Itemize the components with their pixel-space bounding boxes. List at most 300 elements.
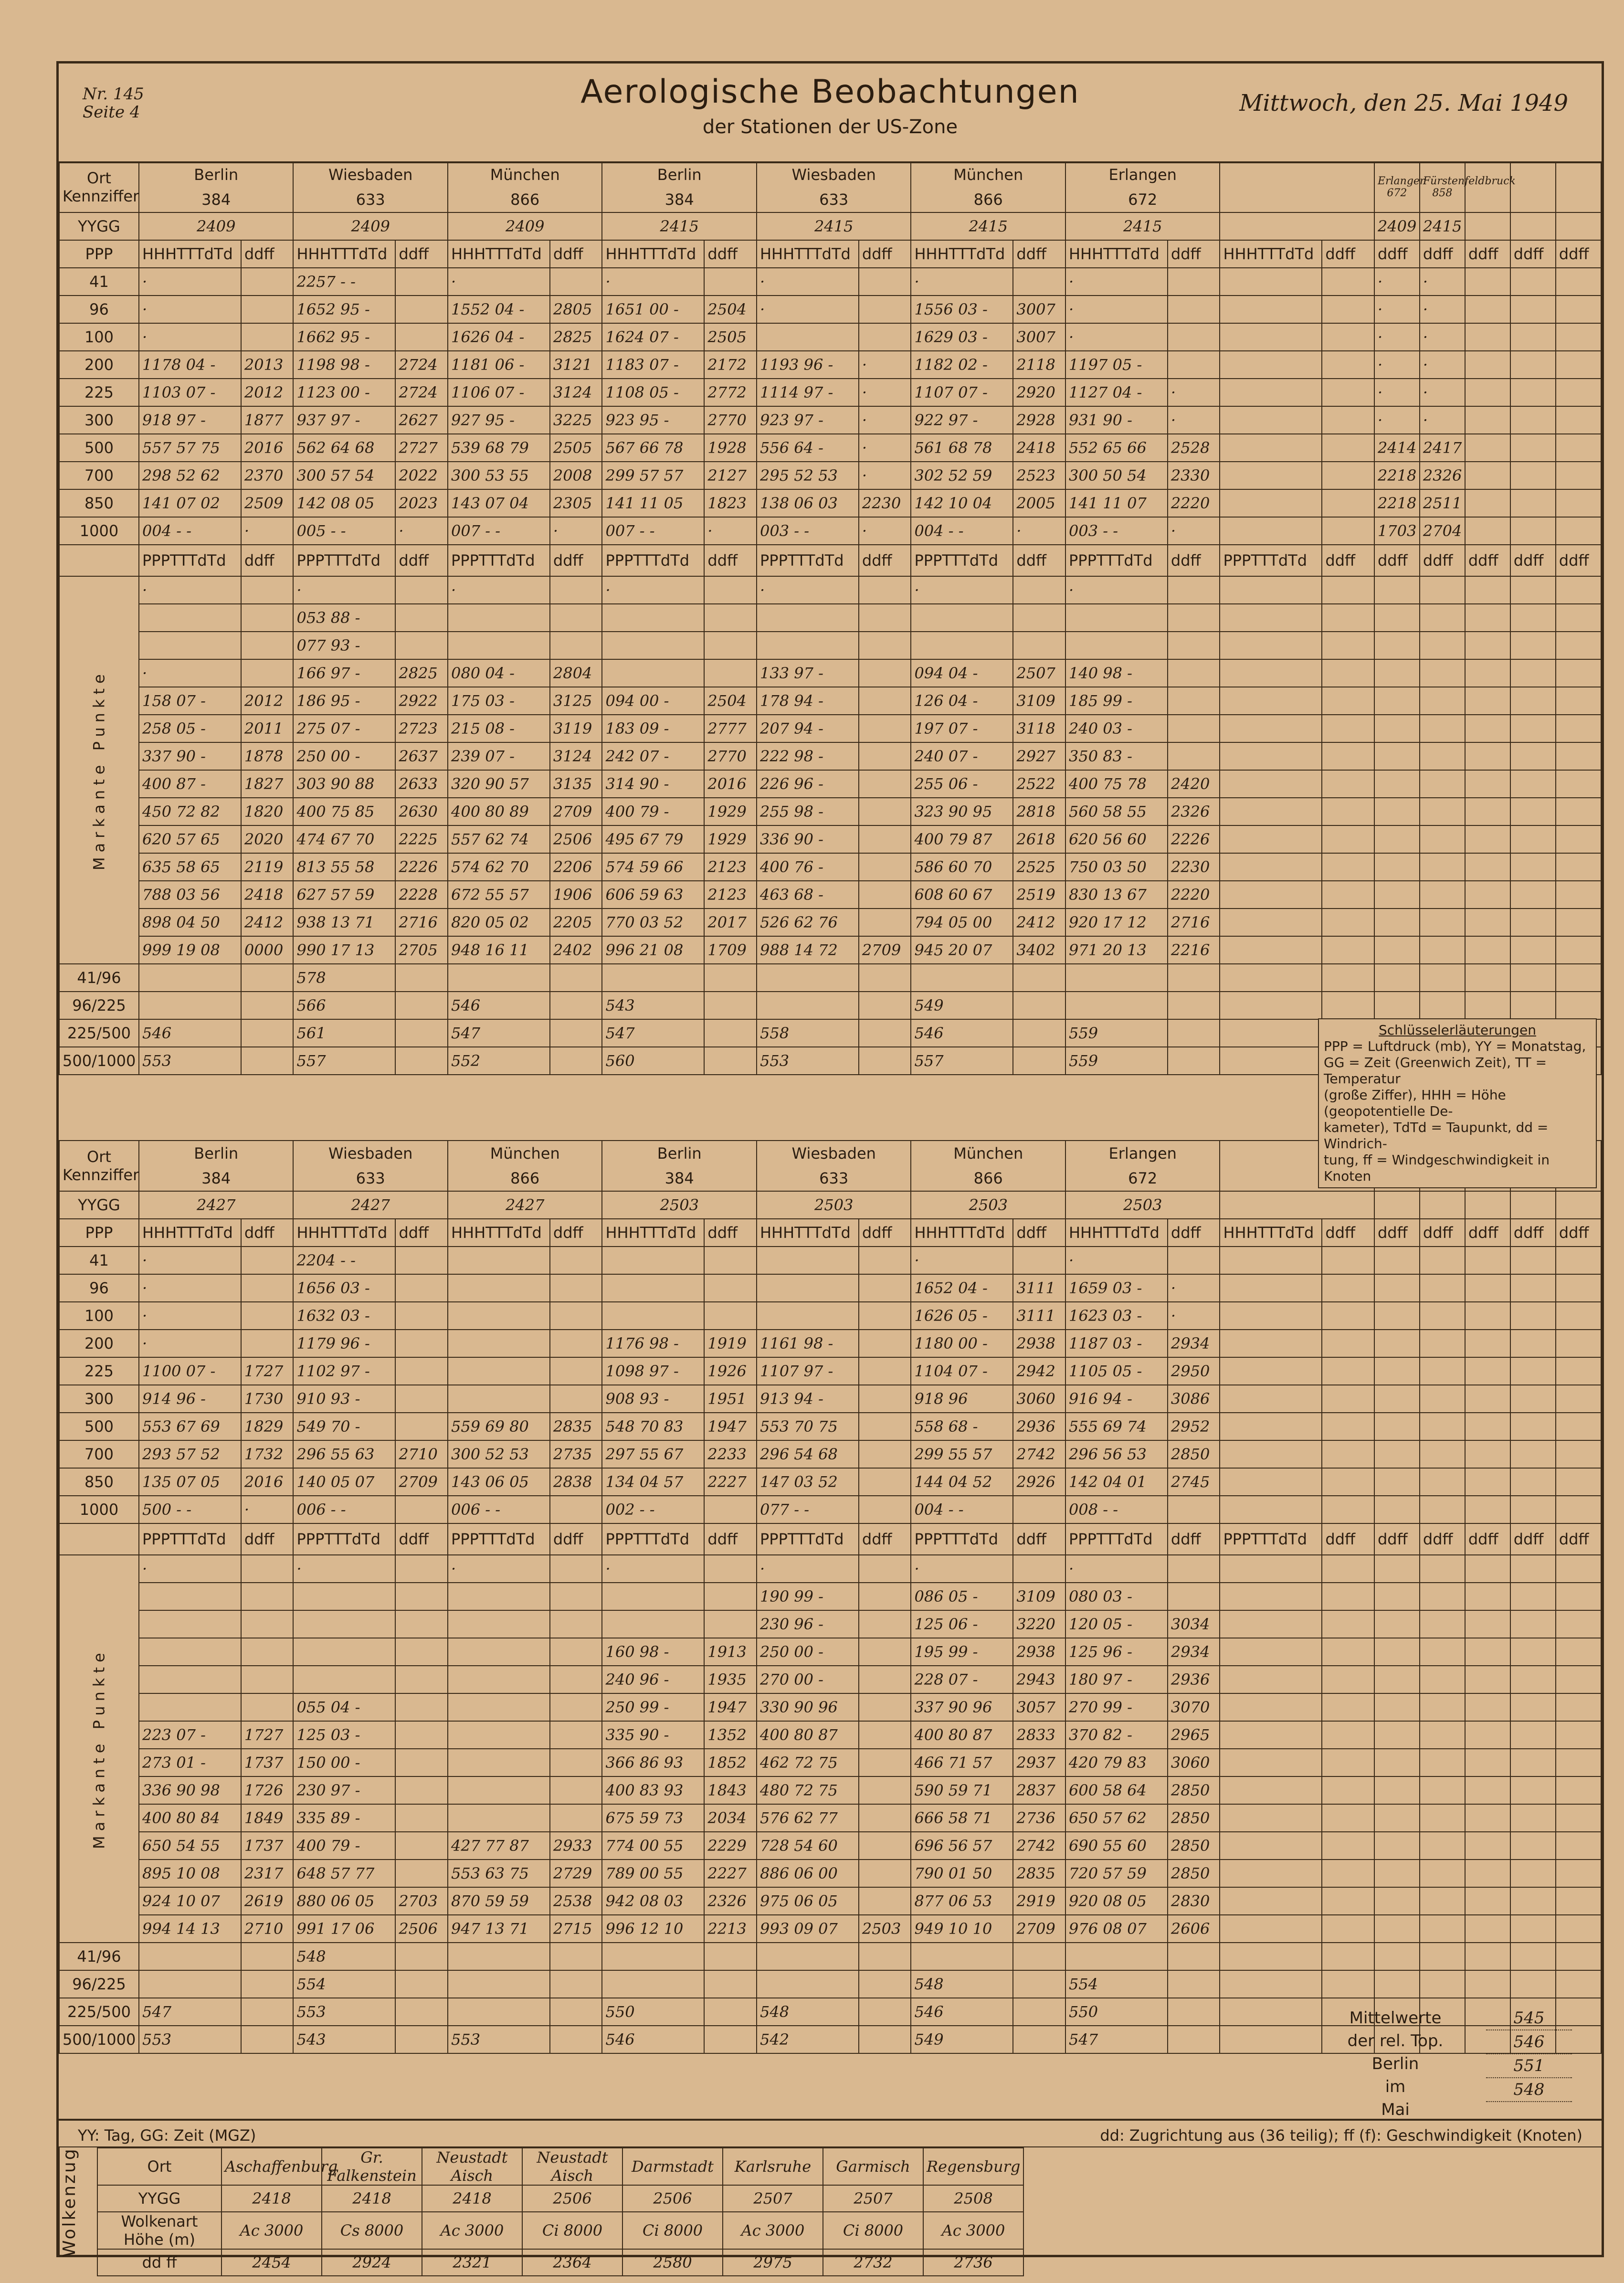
level-cell: 1652 04 - (911, 1274, 1013, 1302)
level-cell: 1179 96 - (293, 1330, 395, 1357)
markante-cell (293, 1666, 395, 1693)
level-label: 1000 (59, 1496, 139, 1523)
level-cell: 2504 (704, 296, 757, 323)
markante-cell: 3124 (550, 742, 602, 770)
rel-top-cell (448, 964, 550, 992)
station-header: Erlangen 672 (1065, 162, 1220, 212)
level-cell: 555 69 74 (1065, 1413, 1168, 1440)
column-head: ddff (859, 1523, 911, 1555)
level-cell: 1108 05 - (602, 379, 704, 406)
level-cell: 141 07 02 (139, 489, 241, 517)
key-line: GG = Zeit (Greenwich Zeit), TT = Temperatur (1324, 1055, 1547, 1087)
column-head: HHHTTTdTd (1220, 240, 1322, 268)
wolkenzug-cell: 2507 (823, 2185, 923, 2212)
yygg-label: YYGG (59, 212, 139, 240)
markante-cell: 2507 (1013, 659, 1065, 687)
level-cell: 1623 03 - (1065, 1302, 1168, 1330)
rel-top-cell (859, 1047, 911, 1075)
level-cell: 1730 (241, 1385, 294, 1413)
page-label: Seite 4 (83, 103, 140, 122)
level-cell (1013, 1496, 1065, 1523)
markante-cell: 077 93 - (293, 632, 395, 659)
level-cell (602, 1302, 704, 1330)
yygg-value: 2427 (139, 1191, 294, 1219)
level-cell: 923 97 - (757, 406, 859, 434)
level-cell: 140 05 07 (293, 1468, 395, 1496)
markante-cell: 303 90 88 (293, 770, 395, 798)
yygg-value: 2503 (602, 1191, 757, 1219)
level-cell: 1951 (704, 1385, 757, 1413)
level-cell: 3007 (1013, 323, 1065, 351)
key-line: tung, ff = Windgeschwindigkeit in Knoten (1324, 1152, 1550, 1184)
markante-cell: · (602, 1555, 704, 1583)
markante-cell (395, 1638, 448, 1666)
ort-label: Ort Kennziffer (59, 1141, 139, 1191)
level-cell: 002 - - (602, 1496, 704, 1523)
markante-cell: · (448, 1555, 550, 1583)
rel-top-cell (550, 1998, 602, 2026)
level-cell: · (859, 406, 911, 434)
rel-top-cell (139, 1943, 241, 1970)
rel-top-cell: 553 (139, 1047, 241, 1075)
markante-cell (448, 1583, 550, 1610)
level-cell: · (139, 296, 241, 323)
extra-cell: 1703 (1374, 517, 1420, 545)
markante-cell: 2705 (395, 936, 448, 964)
markante-cell: 1849 (241, 1804, 294, 1832)
column-head: ddff (859, 240, 911, 268)
markante-cell: 895 10 08 (139, 1860, 241, 1887)
markante-cell: 133 97 - (757, 659, 859, 687)
markante-cell (550, 1693, 602, 1721)
markante-cell: 2630 (395, 798, 448, 825)
markante-cell: 080 04 - (448, 659, 550, 687)
rel-top-cell (448, 1998, 550, 2026)
level-cell: 1197 05 - (1065, 351, 1168, 379)
markante-cell: 3125 (550, 687, 602, 715)
level-cell: 2627 (395, 406, 448, 434)
level-cell: 2920 (1013, 379, 1065, 406)
rel-top-cell (1168, 2026, 1220, 2053)
level-cell (1013, 268, 1065, 296)
level-cell: 1656 03 - (293, 1274, 395, 1302)
rel-top-cell (241, 2026, 294, 2053)
level-cell (241, 296, 294, 323)
markante-cell (859, 853, 911, 881)
markante-cell (241, 659, 294, 687)
level-cell: 299 57 57 (602, 462, 704, 489)
column-head: ddff (1465, 240, 1510, 268)
rel-top-cell: 543 (602, 992, 704, 1019)
level-cell: 559 69 80 (448, 1413, 550, 1440)
level-cell (395, 1385, 448, 1413)
rel-top-cell (395, 1998, 448, 2026)
level-label: 41 (59, 1247, 139, 1274)
markante-cell: 336 90 - (757, 825, 859, 853)
station-header: München 866 (448, 162, 602, 212)
wolkenzug-cell: YYGG (97, 2185, 221, 2212)
level-cell (241, 1274, 294, 1302)
markante-cell (448, 1610, 550, 1638)
markante-cell: · (293, 576, 395, 604)
station-header: Wiesbaden 633 (293, 162, 448, 212)
column-head: ddff (1374, 545, 1420, 576)
markante-cell: 560 58 55 (1065, 798, 1168, 825)
column-head: ddff (1465, 545, 1510, 576)
markante-cell (241, 1693, 294, 1721)
markante-cell: 1820 (241, 798, 294, 825)
date-line: Mittwoch, den 25. Mai 1949 (1239, 90, 1568, 116)
markante-cell (859, 1832, 911, 1860)
markante-cell: 2927 (1013, 742, 1065, 770)
level-cell: 2505 (704, 323, 757, 351)
markante-cell (241, 576, 294, 604)
markante-cell: 250 00 - (293, 742, 395, 770)
column-head: ddff (1465, 1219, 1510, 1247)
markante-cell: · (1065, 576, 1168, 604)
markante-cell: · (448, 576, 550, 604)
level-cell (1168, 296, 1220, 323)
markante-cell: 370 82 - (1065, 1721, 1168, 1749)
rel-top-cell (704, 964, 757, 992)
markante-cell: 400 79 87 (911, 825, 1013, 853)
yygg-value: 2415 (602, 212, 757, 240)
rel-top-label: 225/500 (59, 1019, 139, 1047)
level-cell: 135 07 05 (139, 1468, 241, 1496)
extra-cell (1374, 1357, 1420, 1385)
rel-top-cell (757, 1970, 859, 1998)
yygg-value: 2415 (757, 212, 911, 240)
markante-cell: 971 20 13 (1065, 936, 1168, 964)
wolkenzug-cell: 2418 (422, 2185, 522, 2212)
level-cell (859, 1302, 911, 1330)
markante-cell (1168, 1555, 1220, 1583)
rel-top-cell (241, 1047, 294, 1075)
rel-top-cell: 546 (139, 1019, 241, 1047)
wolkenzug-cell: 2454 (221, 2249, 322, 2276)
markante-cell: 2709 (1013, 1915, 1065, 1943)
column-head: ddff (1420, 545, 1465, 576)
markante-cell (859, 770, 911, 798)
means-value: 545 (1486, 2007, 1572, 2030)
markante-cell (550, 632, 602, 659)
rel-top-cell (395, 964, 448, 992)
level-cell: 1659 03 - (1065, 1274, 1168, 1302)
extra-cell: · (1374, 296, 1420, 323)
level-cell (395, 1330, 448, 1357)
rel-top-cell (1065, 992, 1168, 1019)
markante-cell (550, 1583, 602, 1610)
level-cell: · (1168, 406, 1220, 434)
level-cell: · (1168, 379, 1220, 406)
markante-cell: 094 04 - (911, 659, 1013, 687)
means-value: 546 (1486, 2030, 1572, 2054)
markante-cell: 1947 (704, 1693, 757, 1721)
level-cell: 1182 02 - (911, 351, 1013, 379)
level-label: 96 (59, 296, 139, 323)
level-cell: 2220 (1168, 489, 1220, 517)
markante-cell (859, 742, 911, 770)
markante-cell: 996 21 08 (602, 936, 704, 964)
extra-cell (1420, 1413, 1465, 1440)
level-cell: 142 10 04 (911, 489, 1013, 517)
level-cell (1168, 351, 1220, 379)
level-label: 500 (59, 434, 139, 462)
markante-cell (293, 1610, 395, 1638)
rel-top-cell (704, 1047, 757, 1075)
level-cell: 549 70 - (293, 1413, 395, 1440)
level-cell (550, 1385, 602, 1413)
column-head: ddff (704, 1219, 757, 1247)
level-cell: 004 - - (139, 517, 241, 545)
level-cell: 2230 (859, 489, 911, 517)
level-cell: 003 - - (1065, 517, 1168, 545)
markante-cell: 696 56 57 (911, 1832, 1013, 1860)
column-head: ddff (1322, 1219, 1374, 1247)
means-label: der rel. Top. (1347, 2031, 1444, 2050)
level-cell: 2118 (1013, 351, 1065, 379)
level-cell (550, 1302, 602, 1330)
markante-cell (859, 1666, 911, 1693)
wolkenzug-cell: Ac 3000 (422, 2212, 522, 2249)
rel-top-cell: 542 (757, 2026, 859, 2053)
extra-cell (1420, 1274, 1465, 1302)
rel-top-cell (550, 2026, 602, 2053)
level-cell: 3124 (550, 379, 602, 406)
markante-cell: 273 01 - (139, 1749, 241, 1776)
wolkenzug-cell: Garmisch (823, 2148, 923, 2185)
markante-cell: 400 75 85 (293, 798, 395, 825)
level-cell (704, 1496, 757, 1523)
level-cell: 2950 (1168, 1357, 1220, 1385)
column-head: ddff (1013, 545, 1065, 576)
wolkenzug-cell: 2508 (923, 2185, 1023, 2212)
wolkenzug-cell: Ci 8000 (823, 2212, 923, 2249)
level-cell (448, 1274, 550, 1302)
markante-cell: 2402 (550, 936, 602, 964)
rel-top-cell: 550 (602, 1998, 704, 2026)
markante-cell: 1737 (241, 1832, 294, 1860)
level-cell: 1877 (241, 406, 294, 434)
station-header: Berlin 384 (139, 1141, 294, 1191)
yygg-value: 2427 (293, 1191, 448, 1219)
rel-top-cell (757, 992, 859, 1019)
column-head: ddff (1322, 240, 1374, 268)
level-cell: 3060 (1013, 1385, 1065, 1413)
rel-top-cell (1013, 964, 1065, 992)
level-cell: 567 66 78 (602, 434, 704, 462)
extra-cell (1374, 1440, 1420, 1468)
rel-top-cell: 553 (448, 2026, 550, 2053)
extra-cell (1420, 1496, 1465, 1523)
markante-cell: 2519 (1013, 881, 1065, 909)
wolkenzug-cell: Gr. Falkenstein (322, 2148, 422, 2185)
markante-cell (395, 1749, 448, 1776)
markante-cell: 648 57 77 (293, 1860, 395, 1887)
level-cell: 1123 00 - (293, 379, 395, 406)
markante-cell: 400 83 93 (602, 1776, 704, 1804)
markante-cell: 2213 (704, 1915, 757, 1943)
level-cell (704, 1302, 757, 1330)
level-cell: · (241, 517, 294, 545)
level-cell: 299 55 57 (911, 1440, 1013, 1468)
level-cell (448, 1357, 550, 1385)
column-head: HHHTTTdTd (448, 240, 550, 268)
level-cell: 1727 (241, 1357, 294, 1385)
column-head: ddff (1465, 1523, 1510, 1555)
markante-cell: 938 13 71 (293, 909, 395, 936)
rel-top-cell: 560 (602, 1047, 704, 1075)
level-cell: · (859, 434, 911, 462)
level-cell (448, 1302, 550, 1330)
wolkenzug-table (97, 2147, 1024, 2276)
rel-top-cell (602, 1943, 704, 1970)
markante-cell: 2216 (1168, 936, 1220, 964)
markante-cell: 086 05 - (911, 1583, 1013, 1610)
markante-cell (704, 632, 757, 659)
level-label: 700 (59, 462, 139, 489)
rel-top-cell (1013, 1019, 1065, 1047)
extra-cell: 2417 (1420, 434, 1465, 462)
wolkenzug-cell: 2364 (522, 2249, 622, 2276)
rel-top-cell (1013, 1943, 1065, 1970)
column-head: PPPTTTdTd (293, 545, 395, 576)
level-cell: 1732 (241, 1440, 294, 1468)
level-cell (704, 268, 757, 296)
level-cell (602, 1247, 704, 1274)
level-cell: · (757, 296, 859, 323)
wolkenzug-cell: 2418 (221, 2185, 322, 2212)
level-cell: 1626 04 - (448, 323, 550, 351)
markante-cell: 1727 (241, 1721, 294, 1749)
markante-cell: 2709 (859, 936, 911, 964)
extra-cell (1374, 1496, 1420, 1523)
rel-top-cell (550, 992, 602, 1019)
column-head: HHHTTTdTd (757, 1219, 859, 1247)
markante-cell (448, 1721, 550, 1749)
level-cell: 1626 05 - (911, 1302, 1013, 1330)
markante-cell (395, 1776, 448, 1804)
markante-cell: 2938 (1013, 1638, 1065, 1666)
column-head: PPPTTTdTd (139, 1523, 241, 1555)
level-cell (395, 1357, 448, 1385)
rel-top-cell (448, 1943, 550, 1970)
column-head: ddff (1420, 240, 1465, 268)
rel-top-cell (395, 1943, 448, 1970)
level-cell: 922 97 - (911, 406, 1013, 434)
level-cell (859, 1247, 911, 1274)
markante-cell: 2830 (1168, 1887, 1220, 1915)
extra-cell (1420, 1468, 1465, 1496)
level-cell: 295 52 53 (757, 462, 859, 489)
level-cell (757, 323, 859, 351)
extra-cell (1374, 1274, 1420, 1302)
column-head: ddff (1556, 1523, 1601, 1555)
level-label: 850 (59, 489, 139, 517)
markante-cell: 813 55 58 (293, 853, 395, 881)
rel-top-cell (241, 1970, 294, 1998)
markante-cell: 2012 (241, 687, 294, 715)
level-cell: 296 54 68 (757, 1440, 859, 1468)
markante-cell: 770 03 52 (602, 909, 704, 936)
level-cell: 006 - - (293, 1496, 395, 1523)
level-cell: 2838 (550, 1468, 602, 1496)
markante-cell: 2703 (395, 1887, 448, 1915)
rel-top-label: 225/500 (59, 1998, 139, 2026)
wolkenzug-cell: 2507 (723, 2185, 823, 2212)
column-head: ddff (550, 1523, 602, 1555)
rel-top-cell (395, 992, 448, 1019)
level-cell: 1098 97 - (602, 1357, 704, 1385)
column-head: ddff (1556, 1219, 1601, 1247)
level-cell (241, 268, 294, 296)
level-cell (395, 296, 448, 323)
level-cell (859, 1385, 911, 1413)
level-cell: 138 06 03 (757, 489, 859, 517)
markante-cell: 2850 (1168, 1804, 1220, 1832)
rel-top-cell (550, 964, 602, 992)
column-head: PPPTTTdTd (1065, 545, 1168, 576)
column-head: ddff (704, 240, 757, 268)
markante-cell (859, 1693, 911, 1721)
markante-cell: 222 98 - (757, 742, 859, 770)
markante-cell: 2123 (704, 853, 757, 881)
markante-cell: 2016 (704, 770, 757, 798)
level-cell: 2770 (704, 406, 757, 434)
level-cell: 008 - - (1065, 1496, 1168, 1523)
level-cell: 2016 (241, 434, 294, 462)
level-cell: 1102 97 - (293, 1357, 395, 1385)
rel-top-cell (395, 1047, 448, 1075)
level-label: 1000 (59, 517, 139, 545)
level-cell (1013, 1247, 1065, 1274)
observation-sheet (56, 61, 1604, 2272)
markante-cell (1013, 1555, 1065, 1583)
markante-cell: 239 07 - (448, 742, 550, 770)
markante-cell: 526 62 76 (757, 909, 859, 936)
rel-top-cell: 547 (139, 1998, 241, 2026)
markante-cell: 125 03 - (293, 1721, 395, 1749)
level-cell: 1662 95 - (293, 323, 395, 351)
rel-top-cell (1013, 1998, 1065, 2026)
column-head: ddff (241, 1523, 294, 1555)
markante-cell (859, 604, 911, 632)
rel-top-cell (757, 1943, 859, 1970)
level-cell (241, 1247, 294, 1274)
extra-cell: · (1374, 323, 1420, 351)
column-head: ddff (1168, 545, 1220, 576)
markante-cell: 789 00 55 (602, 1860, 704, 1887)
extra-cell: · (1420, 268, 1465, 296)
markante-cell: 1827 (241, 770, 294, 798)
level-cell (395, 1413, 448, 1440)
markante-cell: 2936 (1168, 1666, 1220, 1693)
column-head: ddff (704, 1523, 757, 1555)
rel-top-cell (1168, 1970, 1220, 1998)
level-cell: 553 70 75 (757, 1413, 859, 1440)
level-cell (757, 1302, 859, 1330)
level-cell: 2745 (1168, 1468, 1220, 1496)
yygg-value: 2415 (1065, 212, 1220, 240)
extra-cell: 2704 (1420, 517, 1465, 545)
level-cell: 003 - - (757, 517, 859, 545)
markante-cell: 320 90 57 (448, 770, 550, 798)
markante-cell: 1929 (704, 798, 757, 825)
column-head: ddff (859, 545, 911, 576)
rel-top-cell: 548 (757, 1998, 859, 2026)
level-label: 700 (59, 1440, 139, 1468)
markante-cell: 125 06 - (911, 1610, 1013, 1638)
